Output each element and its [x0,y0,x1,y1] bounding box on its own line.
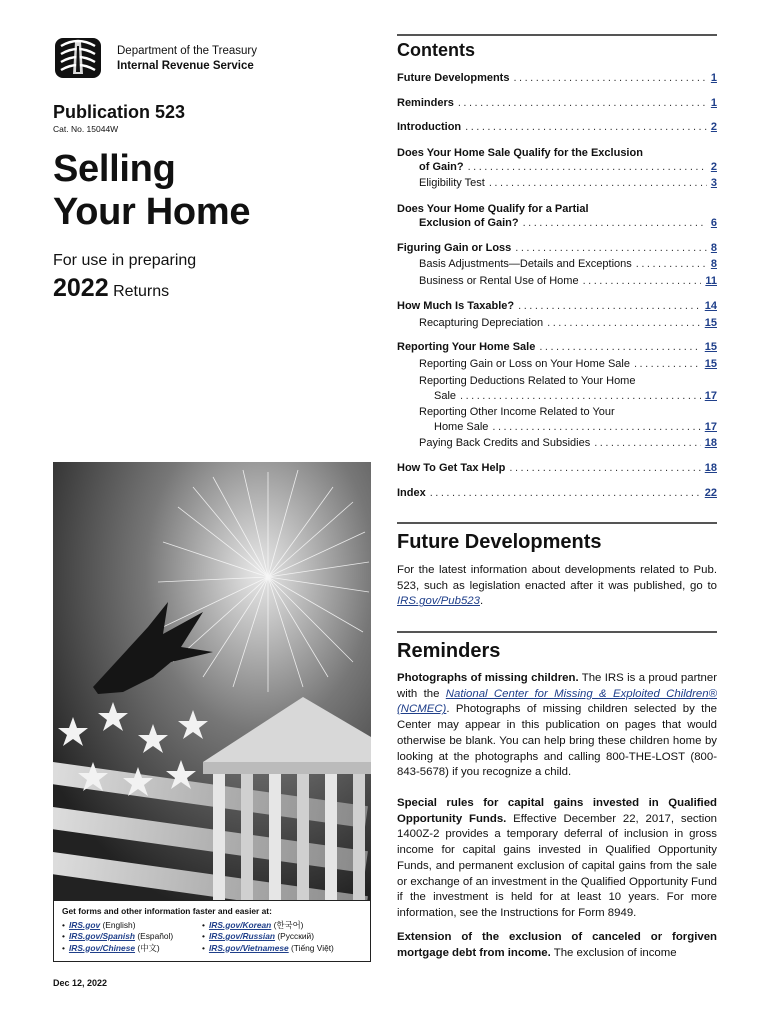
toc-row[interactable] [397,147,717,159]
reminder-mortgage-debt [397,930,717,961]
irs-eagle-logo-icon [53,34,103,82]
toc-leader [513,72,706,84]
toc-page-link[interactable]: 2 [710,161,717,173]
toc-row[interactable] [397,421,717,433]
toc-leader [547,317,701,329]
toc-page-link[interactable]: 18 [704,437,717,449]
reminder-text: The IRS is a proud partner with the [397,672,718,700]
toc-label: Does Your Home Qualify for a Partial [397,203,589,215]
toc-page-link[interactable]: 6 [710,217,717,229]
toc-row[interactable] [397,161,717,173]
toc-label: Reporting Your Home Sale [397,341,536,353]
reminder-lead: Special rules for capital gains invested in Qualified Opportunity Funds. [397,797,717,825]
agency-name [117,44,257,74]
toc-row[interactable] [397,487,717,499]
toc-page-link[interactable]: 15 [704,341,717,353]
toc-row[interactable] [397,217,717,229]
toc-page-link[interactable]: 2 [710,121,717,133]
toc-page-link[interactable]: 1 [710,72,717,84]
get-forms-item [62,920,202,932]
toc-leader [465,121,707,133]
dept-line-1: Department of the Treasury [117,45,257,57]
tax-year: 2022 [53,274,109,302]
reminder-lead: Photographs of missing children. [397,672,579,684]
toc-page-link[interactable]: 18 [704,462,717,474]
cover-image [53,462,371,902]
toc-row[interactable] [397,406,717,418]
toc-row[interactable] [397,121,717,133]
toc-label: Reporting Deductions Related to Your Home [419,375,636,387]
toc-row[interactable] [397,177,717,189]
lang-label: (한국어) [273,919,304,930]
get-forms-col-2 [202,920,342,955]
toc-label: Basis Adjustments—Details and Exceptions [419,258,632,270]
toc-page-link[interactable]: 1 [710,97,717,109]
toc-page-link[interactable]: 14 [704,300,717,312]
toc-page-link[interactable]: 11 [705,275,717,287]
toc-label: Recapturing Depreciation [419,317,544,329]
toc-label: Reporting Gain or Loss on Your Home Sale [419,358,630,370]
toc-row[interactable] [397,317,717,329]
reminder-text: . Photographs of missing children selected by the Center may appear in this publication on pages that would otherwise be blank. You can help bring these children home by looking at the photographs and calling 800-THE-LOST (800-843-5678) if you recognize a child. [397,703,717,779]
get-forms-title: Get forms and other information faster and easier at: [62,906,272,916]
catalog-number: Cat. No. 15044W [53,124,119,134]
contents-heading: Contents [397,40,475,60]
toc-label: Reporting Other Income Related to Your [419,406,615,418]
toc-leader [489,177,707,189]
irs-gov-link[interactable]: IRS.gov [68,919,101,930]
publication-date: Dec 12, 2022 [53,978,108,988]
reminder-text: Effective December 22, 2017, section 1400Z-2 provides a temporary deferral of inclusion in gross income for capital gains invested in Qualified Opportunity Funds, and permanent exclusion of capital gains from the sale or exchange of an investment in the Qualified Opportunity Fund if the investment is held for at least 10 years. For more information, see the Instructions for Form 8949. [397,812,717,919]
get-forms-item [202,931,342,943]
irs-gov-chinese-link[interactable]: IRS.gov/Chinese [68,942,136,953]
toc-row[interactable] [397,97,717,109]
lang-label: (Español) [137,931,174,941]
publication-number: Publication 523 [53,102,186,122]
toc-page-link[interactable]: 15 [704,317,717,329]
toc-row[interactable] [397,203,717,215]
toc-row[interactable] [397,437,717,449]
reminder-opportunity-funds [397,796,717,922]
get-forms-col-1 [62,920,202,955]
toc-row[interactable] [397,462,717,474]
reminder-lead: Extension of the exclusion of canceled or forgiven mortgage debt from income. [397,931,717,959]
toc-row[interactable] [397,300,717,312]
divider [397,34,717,36]
toc-row[interactable] [397,258,717,270]
get-forms-box [53,900,371,962]
toc-page-link[interactable]: 3 [710,177,717,189]
toc-page-link[interactable]: 8 [710,258,717,270]
toc-label: Figuring Gain or Loss [397,242,512,254]
ncmec-link[interactable]: National Center for Missing & Exploited Children® (NCMEC) [397,687,717,716]
toc-label: How To Get Tax Help [397,462,506,474]
irs-gov-vietnamese-link[interactable]: IRS.gov/Vietnamese [208,942,289,953]
toc-row[interactable] [397,358,717,370]
title-line-1: Selling [53,148,176,190]
toc-row[interactable] [397,275,717,287]
toc-leader [634,358,701,370]
reminder-text: The exclusion of income [550,946,677,959]
toc-row[interactable] [397,242,717,254]
toc-label: Exclusion of Gain? [419,217,519,229]
lang-label: (Tiếng Việt) [291,942,334,953]
toc-page-link[interactable]: 17 [704,421,717,433]
toc-label: Eligibility Test [419,177,485,189]
toc-leader [594,437,701,449]
toc-label: Reminders [397,97,454,109]
toc-leader [430,487,701,499]
toc-label: Home Sale [434,421,489,433]
future-text: For the latest information about developments related to Pub. 523, such as legislation enacted after it was published, go to [397,564,717,592]
toc-leader [468,161,707,173]
lang-label: (Русский) [277,931,315,941]
toc-leader [583,275,702,287]
toc-label: Index [397,487,426,499]
tax-year-line [53,274,169,303]
toc-leader [636,258,707,270]
future-developments-heading: Future Developments [397,531,602,553]
toc-label: How Much Is Taxable? [397,300,515,312]
toc-page-link[interactable]: 8 [710,242,717,254]
toc-leader [460,390,701,402]
pub523-link[interactable]: IRS.gov/Pub523 [397,595,480,608]
toc-label: Sale [434,390,457,402]
toc-label: Paying Back Credits and Subsidies [419,437,591,449]
get-forms-item [62,931,202,943]
lang-label: (中文) [137,942,160,953]
toc-row[interactable] [397,375,717,387]
irs-gov-korean-link[interactable]: IRS.gov/Korean [208,919,272,930]
reminders-heading: Reminders [397,640,501,662]
toc-leader [539,341,700,353]
toc-leader [523,217,707,229]
divider [397,631,717,633]
toc-label: of Gain? [419,161,464,173]
irs-gov-spanish-link[interactable]: IRS.gov/Spanish [68,931,136,941]
get-forms-item [202,943,342,955]
toc-row[interactable] [397,341,717,353]
toc-label: Does Your Home Sale Qualify for the Exclusion [397,147,643,159]
toc-row[interactable] [397,72,717,84]
toc-leader [518,300,701,312]
divider [397,522,717,524]
irs-gov-russian-link[interactable]: IRS.gov/Russian [208,931,276,941]
toc-leader [458,97,707,109]
for-use-text: For use in preparing [53,252,197,269]
get-forms-item [62,943,202,955]
toc-row[interactable] [397,390,717,402]
future-developments-text [397,563,717,610]
reminder-missing-children [397,671,717,781]
toc-label: Future Developments [397,72,510,84]
toc-label: Introduction [397,121,462,133]
toc-page-link[interactable]: 22 [704,487,717,499]
toc-leader [515,242,707,254]
future-text-end: . [479,595,484,608]
lang-label: (English) [102,919,136,930]
page-title [53,148,250,234]
get-forms-item [202,920,342,932]
toc-page-link[interactable]: 15 [704,358,717,370]
toc-page-link[interactable]: 17 [704,390,717,402]
returns-label: Returns [113,283,170,300]
toc-label: Business or Rental Use of Home [419,275,579,287]
toc-leader [509,462,700,474]
title-line-2: Your Home [53,191,251,233]
dept-line-2: Internal Revenue Service [117,60,254,72]
toc-leader [492,421,700,433]
get-forms-links [62,920,362,955]
